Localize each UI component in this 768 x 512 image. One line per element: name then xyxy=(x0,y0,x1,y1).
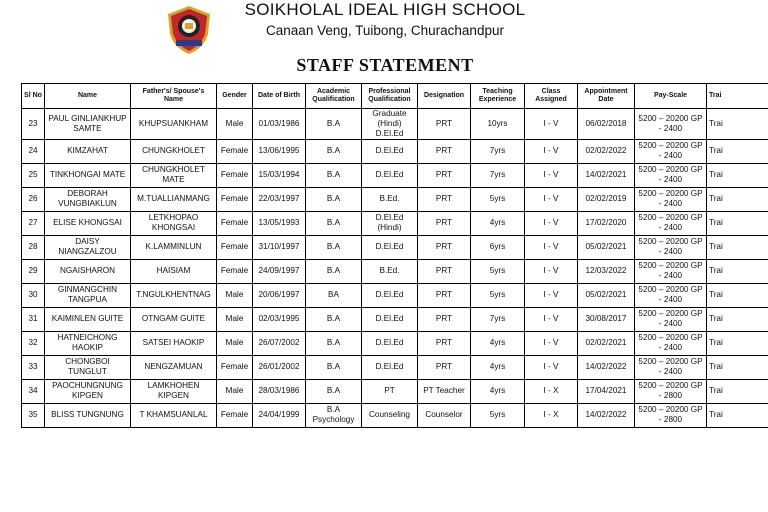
gender-cell: Female xyxy=(217,211,253,235)
dob-cell: 01/03/1986 xyxy=(253,109,306,140)
name-cell: ELISE KHONGSAI xyxy=(45,211,131,235)
sl-no-cell: 35 xyxy=(22,403,45,427)
pay-scale-cell: 5200 – 20200 GP - 2400 xyxy=(635,355,707,379)
professional-qualification-cell: Graduate (Hindi) D.El.Ed xyxy=(362,109,418,140)
training-cell: Trai xyxy=(707,235,768,259)
column-header: Pay-Scale xyxy=(635,84,707,109)
sl-no-cell: 31 xyxy=(22,307,45,331)
guardian-name-cell: T.NGULKHENTNAG xyxy=(131,283,217,307)
professional-qualification-cell: B.Ed. xyxy=(362,259,418,283)
designation-cell: PRT xyxy=(418,139,471,163)
staff-table xyxy=(21,83,768,428)
column-header: Sl No xyxy=(22,84,45,109)
guardian-name-cell: T KHAMSUANLAL xyxy=(131,403,217,427)
name-cell: TINKHONGAI MATE xyxy=(45,163,131,187)
sl-no-cell: 27 xyxy=(22,211,45,235)
academic-qualification-cell: B.A xyxy=(306,163,362,187)
professional-qualification-cell: D.El.Ed xyxy=(362,283,418,307)
table-row xyxy=(22,283,768,307)
pay-scale-cell: 5200 – 20200 GP - 2800 xyxy=(635,403,707,427)
name-cell: CHONGBOI TUNGLUT xyxy=(45,355,131,379)
appointment-date-cell: 14/02/2021 xyxy=(578,163,635,187)
dob-cell: 13/05/1993 xyxy=(253,211,306,235)
column-header: Designation xyxy=(418,84,471,109)
gender-cell: Male xyxy=(217,283,253,307)
pay-scale-cell: 5200 – 20200 GP - 2400 xyxy=(635,283,707,307)
training-cell: Trai xyxy=(707,355,768,379)
training-cell: Trai xyxy=(707,211,768,235)
gender-cell: Male xyxy=(217,331,253,355)
pay-scale-cell: 5200 – 20200 GP - 2800 xyxy=(635,379,707,403)
experience-cell: 4yrs xyxy=(471,211,525,235)
school-address: Canaan Veng, Tuibong, Churachandpur xyxy=(266,23,504,38)
table-row xyxy=(22,331,768,355)
designation-cell: Counselor xyxy=(418,403,471,427)
name-cell: BLISS TUNGNUNG xyxy=(45,403,131,427)
appointment-date-cell: 12/03/2022 xyxy=(578,259,635,283)
sl-no-cell: 25 xyxy=(22,163,45,187)
professional-qualification-cell: D.El.Ed xyxy=(362,235,418,259)
sl-no-cell: 30 xyxy=(22,283,45,307)
academic-qualification-cell: B.A xyxy=(306,109,362,140)
pay-scale-cell: 5200 – 20200 GP - 2400 xyxy=(635,259,707,283)
table-row xyxy=(22,379,768,403)
name-cell: DEBORAH VUNGBIAKLUN xyxy=(45,187,131,211)
designation-cell: PRT xyxy=(418,235,471,259)
class-assigned-cell: I - V xyxy=(525,259,578,283)
column-header: Name xyxy=(45,84,131,109)
gender-cell: Female xyxy=(217,259,253,283)
gender-cell: Male xyxy=(217,109,253,140)
sl-no-cell: 23 xyxy=(22,109,45,140)
designation-cell: PRT xyxy=(418,259,471,283)
column-header: Academic Qualification xyxy=(306,84,362,109)
staff-table-container xyxy=(21,83,768,433)
dob-cell: 24/09/1997 xyxy=(253,259,306,283)
table-body xyxy=(22,109,768,428)
name-cell: PAOCHUNGNUNG KIPGEN xyxy=(45,379,131,403)
gender-cell: Female xyxy=(217,403,253,427)
school-name: SOIKHOLAL IDEAL HIGH SCHOOL xyxy=(244,0,526,19)
experience-cell: 4yrs xyxy=(471,355,525,379)
pay-scale-cell: 5200 – 20200 GP - 2400 xyxy=(635,307,707,331)
name-cell: PAUL GINLIANKHUP SAMTE xyxy=(45,109,131,140)
dob-cell: 28/03/1986 xyxy=(253,379,306,403)
designation-cell: PT Teacher xyxy=(418,379,471,403)
page-title: STAFF STATEMENT xyxy=(296,55,474,75)
table-header-row xyxy=(22,84,768,109)
guardian-name-cell: K.LAMMINLUN xyxy=(131,235,217,259)
table-row xyxy=(22,403,768,427)
appointment-date-cell: 30/08/2017 xyxy=(578,307,635,331)
appointment-date-cell: 02/02/2022 xyxy=(578,139,635,163)
table-row xyxy=(22,259,768,283)
name-cell: NGAISHARON xyxy=(45,259,131,283)
guardian-name-cell: CHUNGKHOLET xyxy=(131,139,217,163)
sl-no-cell: 33 xyxy=(22,355,45,379)
pay-scale-cell: 5200 – 20200 GP - 2400 xyxy=(635,163,707,187)
name-cell: DAISY NIANGZALZOU xyxy=(45,235,131,259)
column-header: Gender xyxy=(217,84,253,109)
sl-no-cell: 26 xyxy=(22,187,45,211)
guardian-name-cell: M.TUALLIANMANG xyxy=(131,187,217,211)
academic-qualification-cell: B.A xyxy=(306,355,362,379)
dob-cell: 24/04/1999 xyxy=(253,403,306,427)
pay-scale-cell: 5200 – 20200 GP - 2400 xyxy=(635,211,707,235)
table-row xyxy=(22,139,768,163)
academic-qualification-cell: B.A xyxy=(306,235,362,259)
academic-qualification-cell: B.A xyxy=(306,187,362,211)
name-cell: HATNEICHONG HAOKIP xyxy=(45,331,131,355)
appointment-date-cell: 05/02/2021 xyxy=(578,235,635,259)
professional-qualification-cell: D.El.Ed xyxy=(362,355,418,379)
appointment-date-cell: 02/02/2019 xyxy=(578,187,635,211)
training-cell: Trai xyxy=(707,139,768,163)
appointment-date-cell: 06/02/2018 xyxy=(578,109,635,140)
designation-cell: PRT xyxy=(418,283,471,307)
column-header: Teaching Experience xyxy=(471,84,525,109)
training-cell: Trai xyxy=(707,331,768,355)
gender-cell: Male xyxy=(217,307,253,331)
academic-qualification-cell: B.A xyxy=(306,259,362,283)
pay-scale-cell: 5200 – 20200 GP - 2400 xyxy=(635,109,707,140)
designation-cell: PRT xyxy=(418,163,471,187)
experience-cell: 5yrs xyxy=(471,283,525,307)
guardian-name-cell: CHUNGKHOLET MATE xyxy=(131,163,217,187)
academic-qualification-cell: B.A xyxy=(306,331,362,355)
dob-cell: 13/06/1995 xyxy=(253,139,306,163)
appointment-date-cell: 17/02/2020 xyxy=(578,211,635,235)
name-cell: GINMANGCHIN TANGPUA xyxy=(45,283,131,307)
sl-no-cell: 24 xyxy=(22,139,45,163)
training-cell: Trai xyxy=(707,187,768,211)
experience-cell: 5yrs xyxy=(471,187,525,211)
gender-cell: Female xyxy=(217,139,253,163)
professional-qualification-cell: B.Ed. xyxy=(362,187,418,211)
table-row xyxy=(22,163,768,187)
dob-cell: 26/07/2002 xyxy=(253,331,306,355)
training-cell: Trai xyxy=(707,283,768,307)
pay-scale-cell: 5200 – 20200 GP - 2400 xyxy=(635,235,707,259)
class-assigned-cell: I - V xyxy=(525,235,578,259)
professional-qualification-cell: D.El.Ed xyxy=(362,163,418,187)
appointment-date-cell: 17/04/2021 xyxy=(578,379,635,403)
guardian-name-cell: LAMKHOHEN KIPGEN xyxy=(131,379,217,403)
sl-no-cell: 29 xyxy=(22,259,45,283)
gender-cell: Male xyxy=(217,379,253,403)
professional-qualification-cell: Counseling xyxy=(362,403,418,427)
class-assigned-cell: I - V xyxy=(525,139,578,163)
guardian-name-cell: LETKHOPAO KHONGSAI xyxy=(131,211,217,235)
experience-cell: 4yrs xyxy=(471,331,525,355)
class-assigned-cell: I - X xyxy=(525,379,578,403)
appointment-date-cell: 02/02/2021 xyxy=(578,331,635,355)
class-assigned-cell: I - V xyxy=(525,163,578,187)
gender-cell: Female xyxy=(217,163,253,187)
designation-cell: PRT xyxy=(418,355,471,379)
academic-qualification-cell: B.A xyxy=(306,211,362,235)
designation-cell: PRT xyxy=(418,109,471,140)
sl-no-cell: 34 xyxy=(22,379,45,403)
table-row xyxy=(22,307,768,331)
training-cell: Trai xyxy=(707,307,768,331)
dob-cell: 20/06/1997 xyxy=(253,283,306,307)
gender-cell: Female xyxy=(217,187,253,211)
sl-no-cell: 28 xyxy=(22,235,45,259)
guardian-name-cell: SATSEI HAOKIP xyxy=(131,331,217,355)
sl-no-cell: 32 xyxy=(22,331,45,355)
academic-qualification-cell: B.A xyxy=(306,139,362,163)
designation-cell: PRT xyxy=(418,187,471,211)
dob-cell: 26/01/2002 xyxy=(253,355,306,379)
guardian-name-cell: KHUPSUANKHAM xyxy=(131,109,217,140)
column-header: Appointment Date xyxy=(578,84,635,109)
gender-cell: Female xyxy=(217,355,253,379)
class-assigned-cell: I - V xyxy=(525,109,578,140)
class-assigned-cell: I - V xyxy=(525,307,578,331)
table-row xyxy=(22,109,768,140)
table-row xyxy=(22,355,768,379)
experience-cell: 7yrs xyxy=(471,163,525,187)
professional-qualification-cell: D.El.Ed (Hindi) xyxy=(362,211,418,235)
experience-cell: 6yrs xyxy=(471,235,525,259)
training-cell: Trai xyxy=(707,163,768,187)
training-cell: Trai xyxy=(707,379,768,403)
academic-qualification-cell: BA xyxy=(306,283,362,307)
pay-scale-cell: 5200 – 20200 GP - 2400 xyxy=(635,331,707,355)
appointment-date-cell: 14/02/2022 xyxy=(578,355,635,379)
class-assigned-cell: I - V xyxy=(525,187,578,211)
designation-cell: PRT xyxy=(418,211,471,235)
experience-cell: 4yrs xyxy=(471,379,525,403)
academic-qualification-cell: B.A xyxy=(306,379,362,403)
guardian-name-cell: HAISIAM xyxy=(131,259,217,283)
appointment-date-cell: 05/02/2021 xyxy=(578,283,635,307)
training-cell: Trai xyxy=(707,403,768,427)
professional-qualification-cell: D.El.Ed xyxy=(362,139,418,163)
experience-cell: 5yrs xyxy=(471,259,525,283)
class-assigned-cell: I - V xyxy=(525,355,578,379)
class-assigned-cell: I - V xyxy=(525,331,578,355)
professional-qualification-cell: PT xyxy=(362,379,418,403)
name-cell: KIMZAHAT xyxy=(45,139,131,163)
class-assigned-cell: I - X xyxy=(525,403,578,427)
dob-cell: 31/10/1997 xyxy=(253,235,306,259)
column-header: Father's/ Spouse's Name xyxy=(131,84,217,109)
experience-cell: 5yrs xyxy=(471,403,525,427)
academic-qualification-cell: B.A Psychology xyxy=(306,403,362,427)
column-header: Professional Qualification xyxy=(362,84,418,109)
class-assigned-cell: I - V xyxy=(525,283,578,307)
experience-cell: 10yrs xyxy=(471,109,525,140)
table-row xyxy=(22,235,768,259)
pay-scale-cell: 5200 – 20200 GP - 2400 xyxy=(635,187,707,211)
training-cell: Trai xyxy=(707,109,768,140)
dob-cell: 22/03/1997 xyxy=(253,187,306,211)
professional-qualification-cell: D.El.Ed xyxy=(362,307,418,331)
training-cell: Trai xyxy=(707,259,768,283)
guardian-name-cell: NENGZAMUAN xyxy=(131,355,217,379)
column-header: Class Assigned xyxy=(525,84,578,109)
class-assigned-cell: I - V xyxy=(525,211,578,235)
professional-qualification-cell: D.El.Ed xyxy=(362,331,418,355)
dob-cell: 02/03/1995 xyxy=(253,307,306,331)
guardian-name-cell: OTNGAM GUITE xyxy=(131,307,217,331)
dob-cell: 15/03/1994 xyxy=(253,163,306,187)
designation-cell: PRT xyxy=(418,331,471,355)
experience-cell: 7yrs xyxy=(471,139,525,163)
designation-cell: PRT xyxy=(418,307,471,331)
table-row xyxy=(22,187,768,211)
gender-cell: Female xyxy=(217,235,253,259)
appointment-date-cell: 14/02/2022 xyxy=(578,403,635,427)
experience-cell: 7yrs xyxy=(471,307,525,331)
table-row xyxy=(22,211,768,235)
column-header: Date of Birth xyxy=(253,84,306,109)
school-crest-logo xyxy=(164,4,214,56)
column-header: Trai xyxy=(707,84,768,109)
pay-scale-cell: 5200 – 20200 GP - 2400 xyxy=(635,139,707,163)
name-cell: KAIMINLEN GUITE xyxy=(45,307,131,331)
academic-qualification-cell: B.A xyxy=(306,307,362,331)
